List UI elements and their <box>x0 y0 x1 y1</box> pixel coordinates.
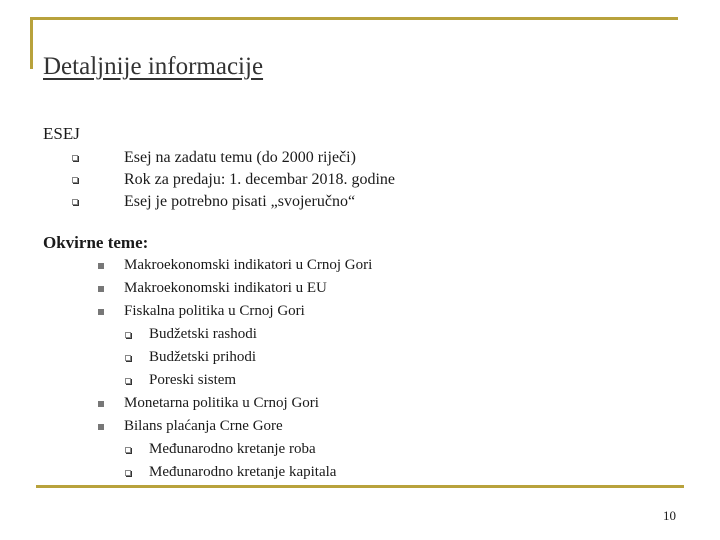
slide-title: Detaljnije informacije <box>43 53 264 80</box>
topic-item <box>98 277 327 300</box>
square-bullet-icon <box>125 378 131 384</box>
essay-item-text: Esej je potrebno pisati „svojeručno“ <box>124 192 356 210</box>
topic-item-text: Monetarna politika u Crnoj Gori <box>124 395 319 411</box>
topics-heading: Okvirne teme: <box>43 233 149 252</box>
topic-item-text: Makroekonomski indikatori u EU <box>124 280 327 296</box>
square-bullet-icon <box>72 155 78 161</box>
bottom-divider <box>36 485 684 488</box>
subtopic-item-text: Međunarodno kretanje roba <box>149 441 316 457</box>
subtopic-item <box>125 323 257 346</box>
topic-item <box>98 254 373 277</box>
solid-bullet-icon <box>98 263 104 269</box>
topic-item-text: Fiskalna politika u Crnoj Gori <box>124 303 305 319</box>
essay-item-text: Esej na zadatu temu (do 2000 riječi) <box>124 148 356 166</box>
square-bullet-icon <box>72 177 78 183</box>
topic-item-text: Bilans plaćanja Crne Gore <box>124 418 283 434</box>
subtopic-item <box>125 461 337 484</box>
square-bullet-icon <box>125 447 131 453</box>
essay-item <box>72 146 356 169</box>
frame-left-line <box>30 17 33 69</box>
subtopic-item-text: Budžetski prihodi <box>149 349 257 365</box>
topic-item <box>98 415 283 438</box>
essay-item <box>72 190 356 213</box>
subtopic-item-text: Budžetski rashodi <box>149 326 257 342</box>
solid-bullet-icon <box>98 401 104 407</box>
topic-item <box>98 300 305 323</box>
essay-item-text: Rok za predaju: 1. decembar 2018. godine <box>124 170 396 188</box>
subtopic-item-text: Poreski sistem <box>149 372 237 388</box>
subtopic-item-text: Međunarodno kretanje kapitala <box>149 464 337 480</box>
square-bullet-icon <box>125 470 131 476</box>
square-bullet-icon <box>125 355 131 361</box>
essay-item <box>72 168 396 191</box>
frame-top-line <box>30 17 678 20</box>
subtopic-item <box>125 438 316 461</box>
topic-item-text: Makroekonomski indikatori u Crnoj Gori <box>124 257 373 273</box>
essay-heading: ESEJ <box>43 124 80 143</box>
subtopic-item <box>125 369 237 392</box>
solid-bullet-icon <box>98 309 104 315</box>
square-bullet-icon <box>125 332 131 338</box>
solid-bullet-icon <box>98 424 104 430</box>
subtopic-item <box>125 346 257 369</box>
square-bullet-icon <box>72 199 78 205</box>
page-number: 10 <box>663 508 676 523</box>
solid-bullet-icon <box>98 286 104 292</box>
topic-item <box>98 392 319 415</box>
